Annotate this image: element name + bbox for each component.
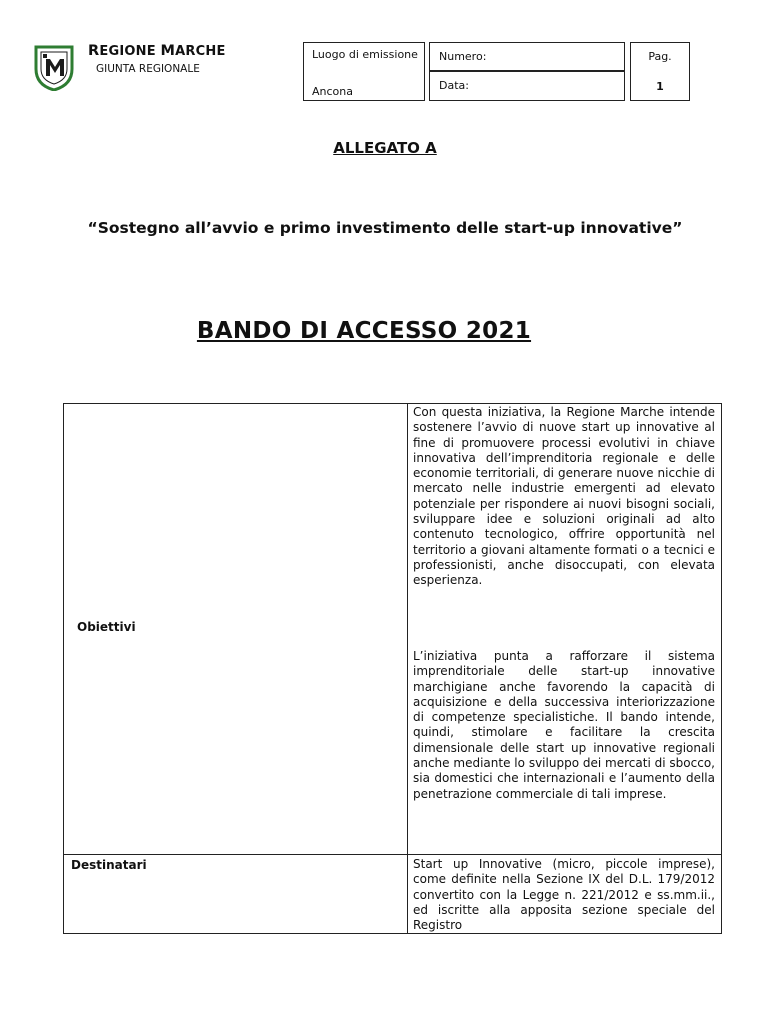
subject-title: “Sostegno all’avvio e primo investimento delle start-up innovative” — [87, 219, 683, 237]
obiettivi-paragraph-2: L’iniziativa punta a rafforzare il sistema imprenditoriale delle start-up innovative marchigiane anche favorendo la capacità di acquisizione e della successiva interiorizzazione di competenze specialistiche. Il bando intende, quindi, stimolare e facilitare la crescita dimensionale delle start up innovative regionali anche mediante lo sviluppo dei mercati di sbocco, sia domestici che internazionali e l’aumento della penetrazione commerciale di tali imprese. — [413, 649, 715, 801]
org-name: REGIONE MARCHE — [88, 43, 226, 59]
page-label: Pag. — [648, 50, 672, 63]
data-box — [429, 71, 625, 101]
obiettivi-paragraph-1: Con questa iniziativa, la Regione Marche intende sostenere l’avvio di nuove start up innovative al fine di promuovere processi evolutivi in chiave innovativa dell’imprenditoria regionale e delle economie territoriali, di generare nuove nicchie di mercato nelle industrie emergenti ad elevato potenziale per rispondere ai nuovi bisogni sociali, sviluppare idee e soluzioni originali ad alto contenuto tecnologico, offrire opportunità nel territorio a giovani altamente formati o a tecnici e professionisti, anche disoccupati, con elevata esperienza. — [413, 405, 715, 588]
page-number: 1 — [656, 80, 664, 93]
row-divider — [64, 854, 721, 855]
luogo-value: Ancona — [312, 85, 353, 98]
data-label: Data: — [439, 79, 469, 92]
page-box — [630, 42, 690, 101]
destinatari-paragraph-1: Start up Innovative (micro, piccole imprese), come definite nella Sezione IX del D.L. 179/2012 convertito con la Legge n. 221/2012 e ss.mm.ii., ed iscritte alla apposita sezione speciale del Registro — [413, 857, 715, 933]
numero-label: Numero: — [439, 50, 487, 63]
bando-title: BANDO DI ACCESSO 2021 — [196, 318, 532, 344]
luogo-label: Luogo di emissione — [312, 48, 418, 61]
regione-marche-logo-icon — [34, 43, 74, 91]
numero-box — [429, 42, 625, 71]
row-label-obiettivi: Obiettivi — [77, 620, 136, 634]
allegato-heading: ALLEGATO A — [333, 139, 437, 157]
content-table — [63, 403, 722, 934]
luogo-box — [303, 42, 425, 101]
row-label-destinatari: Destinatari — [71, 858, 147, 872]
org-subtitle: GIUNTA REGIONALE — [96, 63, 200, 75]
